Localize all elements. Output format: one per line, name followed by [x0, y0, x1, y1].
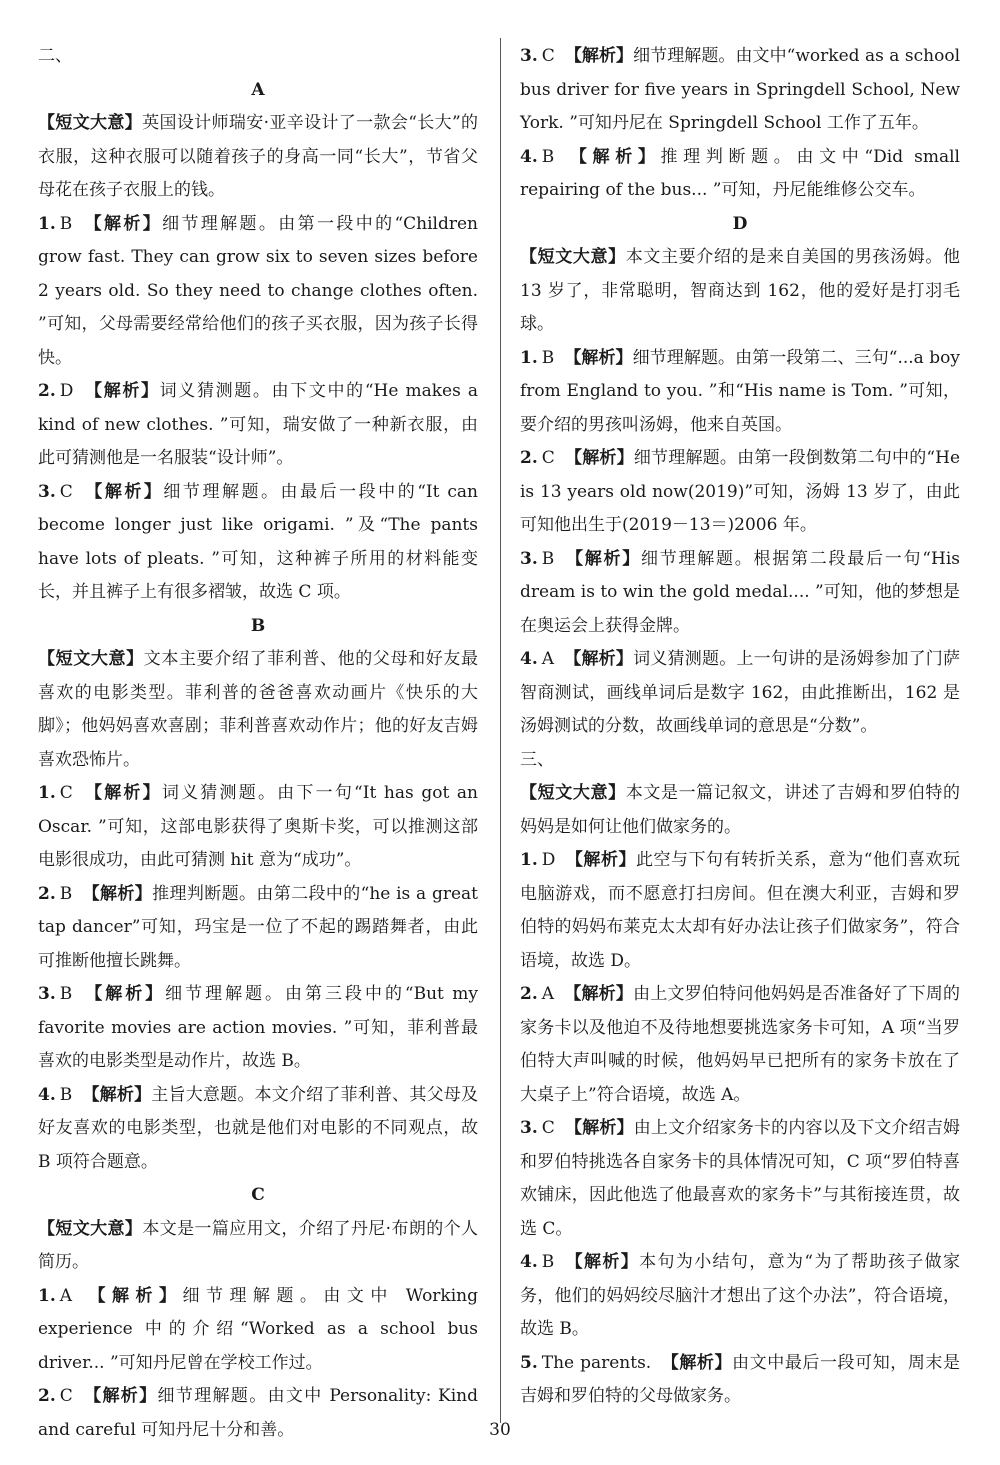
- analysis-text: 细节理解题。根据第二段最后一句“His dream is to win the gold medal.... ”可知，他的梦想是在奥运会上获得金牌。: [520, 548, 960, 636]
- passage-c-heading: C: [251, 1185, 265, 1205]
- analysis-text: 词义猜测题。由下文中的“He makes a kind of new clothes. ”可知，瑞安做了一种新衣服，由此可猜测他是一名服装“设计师”。: [38, 381, 478, 468]
- answer-letter: B: [59, 883, 73, 904]
- analysis-tag: 【解析】: [564, 984, 634, 1004]
- item-number: 1.: [38, 1285, 56, 1306]
- answer-item: [520, 643, 960, 744]
- section-three-heading: 三、: [520, 749, 554, 770]
- section-three-items: [520, 844, 960, 1414]
- analysis-tag: 【解析】: [82, 213, 163, 234]
- item-number: 2.: [520, 984, 538, 1004]
- item-number: 1.: [520, 347, 538, 368]
- answer-letter: B: [541, 146, 555, 167]
- item-number: 4.: [38, 1084, 56, 1105]
- analysis-tag: 【解析】: [82, 481, 164, 502]
- analysis-tag: 【解析】: [564, 1252, 640, 1272]
- item-number: 2.: [520, 448, 538, 468]
- summary-tag: 【短文大意】: [520, 783, 626, 803]
- left-column: [38, 40, 478, 1447]
- answer-item: [38, 878, 478, 979]
- item-number: 1.: [520, 850, 538, 870]
- analysis-tag: 【解析】: [564, 146, 661, 167]
- answer-item: [520, 141, 960, 208]
- section-two-heading: 二、: [38, 46, 72, 66]
- analysis-tag: 【解析】: [564, 649, 634, 669]
- answer-text: The parents.: [541, 1352, 652, 1373]
- item-number: 2.: [38, 1386, 56, 1406]
- analysis-text: 推理判断题。由第二段中的“he is a great tap dancer”可知，玛宝是一位了不起的踢踏舞者，由此可推断他擅长跳舞。: [38, 883, 478, 971]
- item-number: 1.: [38, 783, 56, 803]
- passage-d-items: [520, 342, 960, 744]
- section-three-summary: [520, 777, 960, 844]
- answer-letter: B: [59, 1084, 73, 1105]
- passage-b-items: [38, 777, 478, 1179]
- analysis-text: 由上文罗伯特问他妈妈是否准备好了下周的家务卡以及他迫不及待地想要挑选家务卡可知，A 项“当罗伯特大声叫喊的时候，他妈妈早已把所有的家务卡放在了大桌子上”符合语境，故选 A。: [520, 984, 961, 1105]
- analysis-text: 细节理解题。由第三段中的“But my favorite movies are action movies. ”可知，菲利普最喜欢的电影类型是动作片，故选 B。: [38, 984, 478, 1071]
- analysis-text: 本句为小结句，意为“为了帮助孩子做家务，他们的妈妈绞尽脑汁才想出了这个办法”，符合语境，故选 B。: [520, 1252, 961, 1339]
- analysis-tag: 【解析】: [83, 381, 160, 401]
- answer-letter: B: [541, 1252, 555, 1272]
- column-divider: [500, 38, 501, 1423]
- passage-d-summary: [520, 241, 960, 342]
- answer-letter: C: [541, 448, 555, 468]
- item-number: 3.: [520, 1118, 538, 1138]
- analysis-text: 词义猜测题。由下一句“It has got an Oscar. ”可知，这部电影获得了奥斯卡奖，可以推测这部电影很成功，由此可猜测 hit 意为“成功”。: [38, 783, 478, 870]
- answer-item: [520, 442, 960, 543]
- analysis-tag: 【解析】: [82, 1386, 158, 1406]
- answer-item: [520, 1112, 960, 1246]
- analysis-tag: 【解析】: [82, 883, 153, 904]
- answer-letter: D: [541, 850, 556, 870]
- analysis-tag: 【解析】: [661, 1352, 733, 1373]
- analysis-text: 细节理解题。由第一段第二、三句“...a boy from England to you. ”和“His name is Tom. ”可知，要介绍的男孩叫汤姆，他来自英国。: [520, 347, 961, 435]
- analysis-tag: 【解析】: [564, 46, 634, 66]
- passage-d-heading: D: [732, 213, 748, 234]
- answer-item: [38, 476, 478, 610]
- summary-text: 本文是一篇应用文，介绍了丹尼·布朗的个人简历。: [38, 1218, 479, 1272]
- analysis-tag: 【解析】: [564, 347, 633, 368]
- analysis-tag: 【解析】: [565, 850, 636, 870]
- analysis-text: 由文中最后一段可知，周末是吉姆和罗伯特的父母做家务。: [520, 1352, 961, 1406]
- answer-item: [38, 978, 478, 1079]
- answer-letter: A: [541, 649, 555, 669]
- analysis-text: 细节理解题。由文中“worked as a school bus driver for five years in Springdell School, New York. ”可知丹尼在 Springdell School 工作了五年。: [520, 46, 961, 133]
- summary-tag: 【短文大意】: [38, 113, 143, 133]
- item-number: 3.: [38, 481, 56, 502]
- answer-item: [38, 208, 478, 376]
- answer-item: [520, 978, 960, 1112]
- analysis-tag: 【解析】: [82, 1285, 183, 1306]
- item-number: 2.: [38, 381, 56, 401]
- answer-letter: A: [541, 984, 555, 1004]
- answer-letter: B: [59, 984, 73, 1004]
- answer-item: [520, 1246, 960, 1347]
- analysis-text: 细节理解题。由第一段中的“Children grow fast. They can grow six to seven sizes before 2 years old. So they need to change clothes often. ”可知，父母需要经常给他们的孩子买衣服，因为孩子长得快。: [38, 213, 478, 368]
- answer-letter: C: [59, 1386, 73, 1406]
- page-number: 30: [489, 1420, 511, 1440]
- item-number: 3.: [520, 548, 538, 569]
- passage-c-items-continued: [520, 40, 960, 208]
- answer-letter: D: [59, 381, 74, 401]
- analysis-text: 主旨大意题。本文介绍了菲利普、其父母及好友喜欢的电影类型，也就是他们对电影的不同观点，故 B 项符合题意。: [38, 1084, 479, 1172]
- item-number: 1.: [38, 213, 56, 234]
- answer-item: [38, 777, 478, 878]
- item-number: 5.: [520, 1352, 538, 1373]
- passage-a-heading: A: [251, 79, 265, 100]
- summary-text: 英国设计师瑞安·亚辛设计了一款会“长大”的衣服，这种衣服可以随着孩子的身高一同“长大”，节省父母花在孩子衣服上的钱。: [38, 113, 478, 200]
- answer-item: [520, 342, 960, 443]
- summary-tag: 【短文大意】: [38, 649, 144, 669]
- answer-item: [520, 543, 960, 644]
- summary-text: 本文是一篇记叙文，讲述了吉姆和罗伯特的妈妈是如何让他们做家务的。: [520, 783, 960, 837]
- passage-b-summary: [38, 643, 478, 777]
- analysis-tag: 【解析】: [564, 448, 634, 468]
- answer-letter: B: [59, 213, 73, 234]
- item-number: 4.: [520, 146, 538, 167]
- analysis-text: 由上文介绍家务卡的内容以及下文介绍吉姆和罗伯特挑选各自家务卡的具体情况可知，C 项“罗伯特喜欢铺床，因此他选了他最喜欢的家务卡”与其衔接连贯，故选 C。: [520, 1118, 961, 1239]
- analysis-text: 推理判断题。由文中“Did small repairing of the bus... ”可知，丹尼能维修公交车。: [520, 146, 960, 200]
- passage-a-summary: [38, 107, 478, 208]
- analysis-text: 细节理解题。由最后一段中的“It can become longer just like origami. ”及“The pants have lots of pleats. ”可知，这种裤子所用的材料能变长，并且裤子上有很多褶皱，故选 C 项。: [38, 481, 479, 602]
- item-number: 3.: [520, 46, 538, 66]
- item-number: 4.: [520, 1252, 538, 1272]
- item-number: 4.: [520, 649, 538, 669]
- analysis-tag: 【解析】: [82, 984, 166, 1004]
- answer-letter: A: [59, 1285, 73, 1306]
- item-number: 3.: [38, 984, 56, 1004]
- analysis-tag: 【解析】: [564, 1118, 634, 1138]
- answer-letter: C: [541, 1118, 555, 1138]
- answer-item: [38, 375, 478, 476]
- analysis-tag: 【解析】: [82, 783, 162, 803]
- analysis-text: 词义猜测题。上一句讲的是汤姆参加了门萨智商测试，画线单词后是数字 162，由此推断出，162 是汤姆测试的分数，故画线单词的意思是“分数”。: [520, 649, 961, 736]
- answer-item: [520, 40, 960, 141]
- answer-letter: B: [541, 548, 555, 569]
- item-number: 2.: [38, 883, 56, 904]
- answer-letter: B: [541, 347, 555, 368]
- summary-tag: 【短文大意】: [520, 247, 626, 267]
- answer-item: [38, 1280, 478, 1381]
- answer-item: [520, 844, 960, 978]
- summary-tag: 【短文大意】: [38, 1218, 143, 1239]
- answer-item: [38, 1079, 478, 1180]
- passage-b-heading: B: [250, 615, 266, 636]
- analysis-text: 细节理解题。由文中 Working experience 中的介绍“Worked as a school bus driver... ”可知丹尼曾在学校工作过。: [38, 1285, 478, 1373]
- summary-text: 文本主要介绍了菲利普、他的父母和好友最喜欢的电影类型。菲利普的爸爸喜欢动画片《快乐的大脚》；他妈妈喜欢喜剧；菲利普喜欢动作片；他的好友吉姆喜欢恐怖片。: [38, 649, 478, 770]
- answer-letter: C: [541, 46, 555, 66]
- answer-letter: C: [59, 783, 73, 803]
- analysis-tag: 【解析】: [564, 548, 642, 569]
- answer-letter: C: [59, 481, 73, 502]
- analysis-text: 细节理解题。由第一段倒数第二句中的“He is 13 years old now(2019)”可知，汤姆 13 岁了，由此可知他出生于(2019－13＝)2006 年。: [520, 448, 961, 535]
- passage-a-items: [38, 208, 478, 610]
- right-column: [520, 40, 960, 1414]
- analysis-tag: 【解析】: [82, 1084, 152, 1105]
- analysis-text: 细节理解题。由文中 Personality: Kind and careful 可知丹尼十分和善。: [38, 1386, 479, 1440]
- answer-item: [520, 1347, 960, 1414]
- passage-c-summary: [38, 1213, 478, 1280]
- summary-text: 本文主要介绍的是来自美国的男孩汤姆。他13 岁了，非常聪明，智商达到 162，他的爱好是打羽毛球。: [520, 247, 960, 334]
- analysis-text: 此空与下句有转折关系，意为“他们喜欢玩电脑游戏，而不愿意打扫房间。但在澳大利亚，吉姆和罗伯特的妈妈布莱克太太却有好办法让孩子们做家务”，符合语境，故选 D。: [520, 850, 960, 971]
